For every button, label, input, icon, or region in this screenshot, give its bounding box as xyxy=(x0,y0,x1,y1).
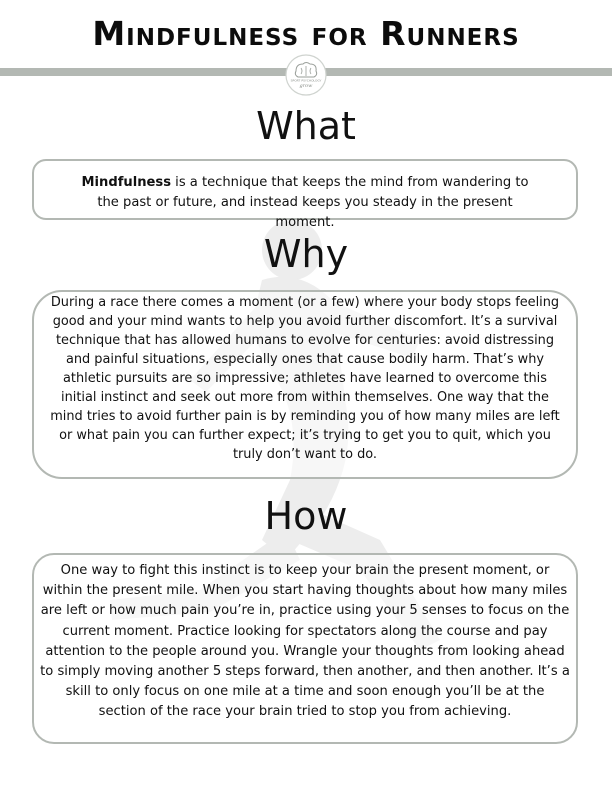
why-box xyxy=(32,290,578,479)
logo-text-line1: SPORT PSYCHOLOGY xyxy=(290,78,322,83)
what-body: is a technique that keeps the mind from wandering to the past or future, and instead keeps you steady in the present moment. xyxy=(97,175,529,230)
brain-logo-icon xyxy=(285,54,327,96)
how-box xyxy=(32,553,578,744)
how-body: One way to fight this instinct is to keep your brain the present moment, or within the present mile. When you start having thoughts about how many miles are left or how much pain you’re in, practice using your 5 senses to focus on the current moment. Practice looking for spectators along the course and pay attention to the people around you. Wrangle your thoughts from looking ahead to simply moving another 5 steps forward, then another, and then another. It’s a skill to only focus on one mile at a time and soon enough you’ll be at the section of the race your brain tried to stop you from achieving. xyxy=(40,563,570,720)
why-body: During a race there comes a moment (or a few) where your body stops feeling good and your mind wants to help you avoid further discomfort. It’s a survival technique that has allowed humans to evolve for centuries: avoid distressing and painful situations, especially ones that cause bodily harm. That’s why athletic pursuits are so impressive; athletes have learned to overcome this initial instinct and seek out more from within themselves. One way that the mind tries to avoid further pain is by reminding you of how many miles are left or what pain you can further expect; it’s trying to get you to quit, which you truly don’t want to do. xyxy=(50,295,560,462)
what-term: Mindfulness xyxy=(81,175,172,190)
how-heading: How xyxy=(264,494,348,538)
why-heading: Why xyxy=(263,232,349,276)
what-box xyxy=(32,159,578,230)
page-title: Mindfulness for Runners xyxy=(92,14,520,53)
what-heading: What xyxy=(256,104,356,148)
logo-text-line2: grow xyxy=(299,83,313,89)
what-text xyxy=(72,173,538,233)
